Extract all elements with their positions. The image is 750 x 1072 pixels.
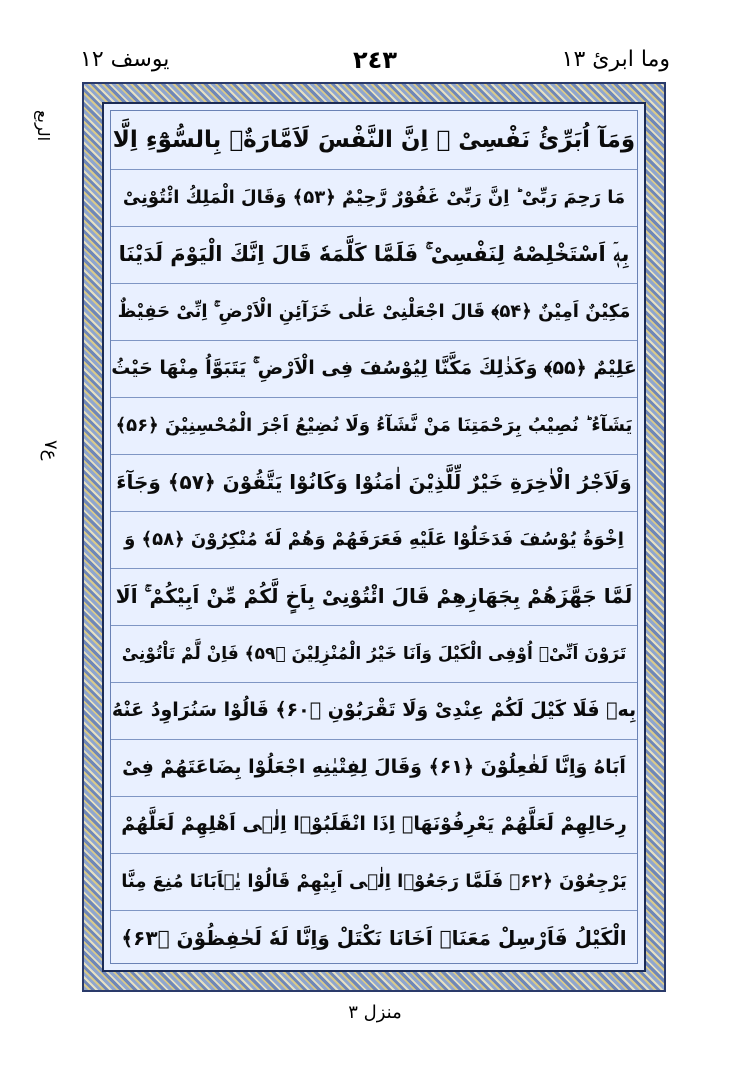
text-line-7: وَلَاَجْرُ الْاٰخِرَةِ خَيْرٌ لِّلَّذِيْنَ اٰمَنُوْا وَكَانُوْا يَتَّقُوْنَ ﴿۵۷﴾ وَجَآءَ bbox=[111, 453, 637, 512]
text-line-9: لَمَّا جَهَّزَهُمْ بِجَهَازِهِمْ قَالَ ائْتُوْنِىْ بِاَخٍ لَّكُمْ مِّنْ اَبِيْكُمْ ۚ اَلَا bbox=[111, 567, 637, 626]
text-line-5: عَلِيْمٌ ﴿۵۵﴾ وَكَذٰلِكَ مَكَّنَّا لِيُوْسُفَ فِى الْاَرْضِ ۚ يَتَبَوَّاُ مِنْهَا حَيْثُ bbox=[111, 339, 637, 398]
text-line-10: تَرَوْنَ اَنِّىْۤ اُوْفِى الْكَيْلَ وَاَنَا خَيْرُ الْمُنْزِلِيْنَ ﴿۵۹﴾ فَاِنْ لَّمْ تَاْتُوْنِىْ bbox=[111, 624, 637, 683]
header-surah-left: يوسف ١٢ bbox=[80, 47, 170, 72]
text-line-15: الْكَيْلُ فَاَرْسِلْ مَعَنَاۤ اَخَانَا نَكْتَلْ وَاِنَّا لَهٗ لَحٰفِظُوْنَ ﴿۶۳﴾ bbox=[121, 926, 627, 950]
text-line-13: رِحَالِهِمْ لَعَلَّهُمْ يَعْرِفُوْنَهَاۤ اِذَا انْقَلَبُوْۤا اِلٰۤى اَهْلِهِمْ لَعَلَّهُمْ bbox=[111, 795, 637, 854]
text-line-3: بِهٖۤ اَسْتَخْلِصْهُ لِنَفْسِىْ ۚ فَلَمَّا كَلَّمَهٗ قَالَ اِنَّكَ الْيَوْمَ لَدَيْنَا bbox=[111, 225, 637, 284]
text-line-12: اَبَاهُ وَاِنَّا لَفٰعِلُوْنَ ﴿۶۱﴾ وَقَالَ لِفِتْيٰنِهِ اجْعَلُوْا بِضَاعَتَهُمْ فِىْ bbox=[111, 738, 637, 797]
page-number: ٢٤٣ bbox=[353, 46, 397, 74]
text-line-11: بِهٖ فَلَا كَيْلَ لَكُمْ عِنْدِىْ وَلَا تَقْرَبُوْنِ ﴿۶۰﴾ قَالُوْا سَنُرَاوِدُ عَنْهُ bbox=[111, 681, 637, 740]
text-line-8: اِخْوَةُ يُوْسُفَ فَدَخَلُوْا عَلَيْهِ فَعَرَفَهُمْ وَهُمْ لَهٗ مُنْكِرُوْنَ ﴿۵۸﴾ وَ bbox=[111, 510, 637, 569]
text-line-4: مَكِيْنٌ اَمِيْنٌ ﴿۵۴﴾ قَالَ اجْعَلْنِىْ عَلٰى خَزَآئِنِ الْاَرْضِ ۚ اِنِّىْ حَفِيْظٌ bbox=[111, 282, 637, 341]
decorative-page-border bbox=[82, 82, 666, 992]
header-surah-juz-right: وما ابرئ ١٣ bbox=[561, 47, 670, 72]
margin-note-rub: الربع bbox=[34, 110, 53, 142]
text-line-1: وَمَآ اُبَرِّئُ نَفْسِىْ ۚ اِنَّ النَّفْسَ لَاَمَّارَةٌۢ بِالسُّوْٓءِ اِلَّا bbox=[111, 111, 637, 170]
text-line-14: يَرْجِعُوْنَ ﴿۶۲﴾ فَلَمَّا رَجَعُوْۤا اِلٰۤى اَبِيْهِمْ قَالُوْا يٰۤاَبَانَا مُنِعَ مِنَّا bbox=[111, 852, 637, 911]
verse-text-panel bbox=[110, 110, 638, 964]
margin-note-ruku: ع٧ bbox=[40, 440, 61, 461]
text-line-6: يَشَآءُ ؕ نُصِيْبُ بِرَحْمَتِنَا مَنْ نَّشَآءُ وَلَا نُضِيْعُ اَجْرَ الْمُحْسِنِيْنَ ﴿۵۶﴾ bbox=[111, 396, 637, 455]
text-line-2: مَا رَحِمَ رَبِّىْ ؕ اِنَّ رَبِّىْ غَفُوْرٌ رَّحِيْمٌ ﴿۵۳﴾ وَقَالَ الْمَلِكُ ائْتُوْنِىْ bbox=[111, 168, 637, 227]
manzil-footer: منزل ٣ bbox=[348, 1002, 402, 1023]
